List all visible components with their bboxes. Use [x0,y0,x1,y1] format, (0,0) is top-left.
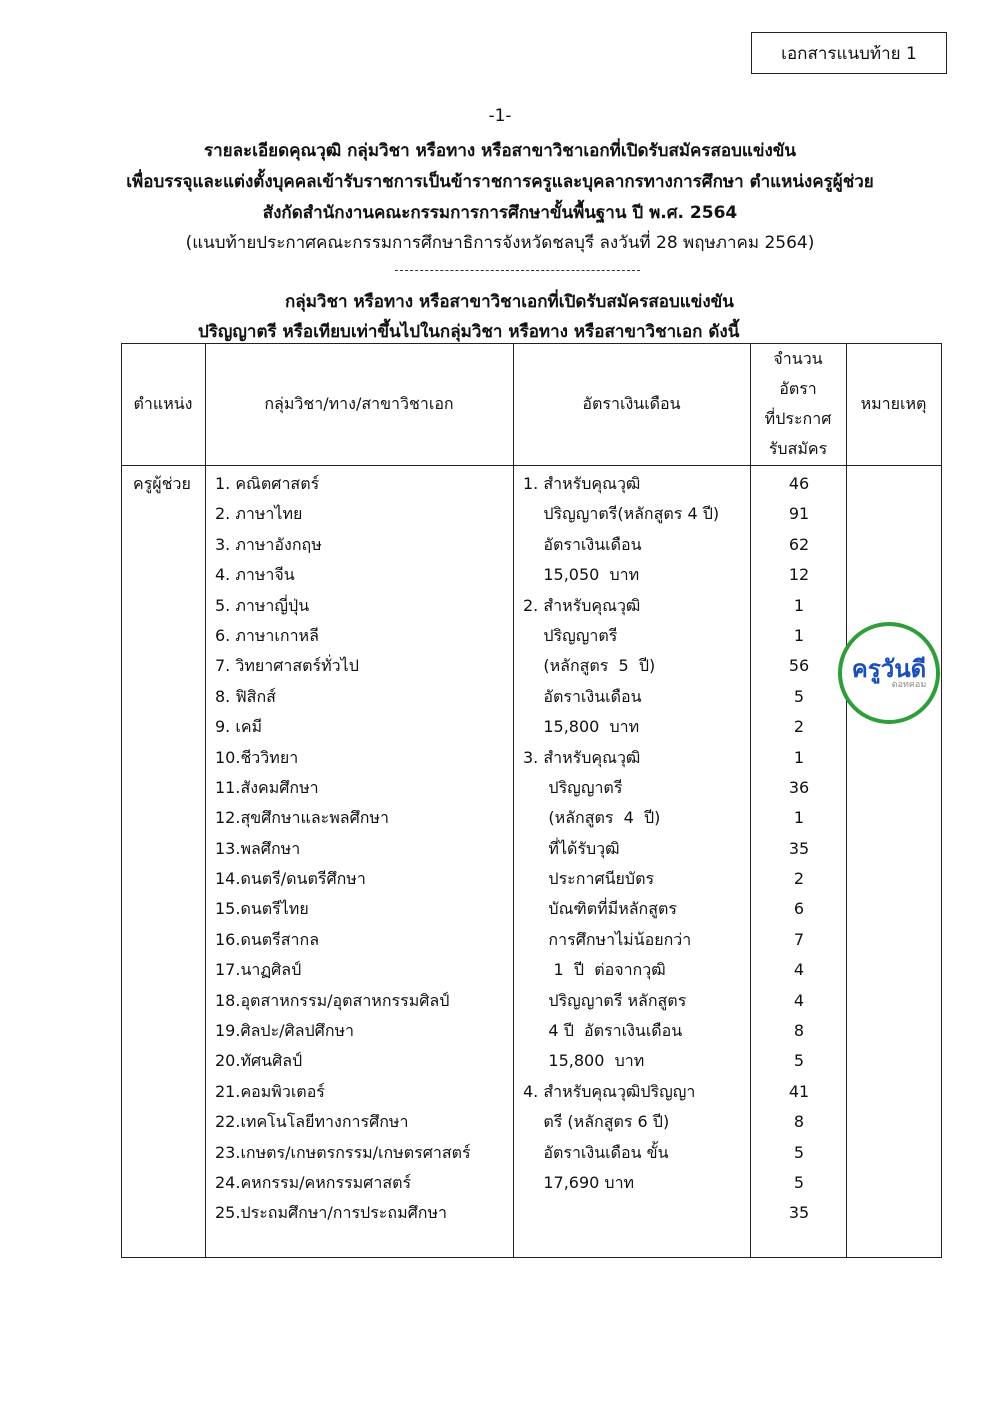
salary-line: (หลักสูตร 5 ปี) [523,656,656,676]
subject-item: 15.ดนตรีไทย [215,899,309,919]
salary-line: ประกาศนียบัตร [523,869,655,889]
attachment-label: เอกสารแนบท้าย 1 [781,43,917,64]
salary-line: 17,690 บาท [523,1172,635,1192]
salary-line: ปริญญาตรี(หลักสูตร 4 ปี) [523,504,720,524]
header-remark: หมายเหตุ [860,394,927,413]
subject-item: 12.สุขศึกษาและพลศึกษา [215,808,389,828]
heading-line-1: รายละเอียดคุณวุฒิ กลุ่มวิชา หรือทาง หรือสาขาวิชาเอกที่เปิดรับสมัครสอบแข่งขัน [203,141,797,161]
count-value: 7 [793,929,805,949]
salary-line: 15,800 บาท [523,1051,645,1071]
salary-line: ที่ได้รับวุฒิ [523,838,620,858]
subject-item: 8. ฟิสิกส์ [215,686,276,706]
salary-line: (หลักสูตร 4 ปี) [523,808,661,828]
subject-item: 24.คหกรรม/คหกรรมศาสตร์ [215,1172,412,1192]
salary-line: 1 ปี ต่อจากวุฒิ [523,960,666,980]
header-subject: กลุ่มวิชา/ทาง/สาขาวิชาเอก [264,394,454,413]
count-value: 1 [793,625,805,645]
header-count [750,343,846,465]
header-count-line-3: ที่ประกาศ [764,409,832,428]
count-value: 36 [788,777,810,797]
subject-item: 13.พลศึกษา [215,838,301,858]
subject-item: 5. ภาษาญี่ปุ่น [215,595,310,615]
subject-item: 1. คณิตศาสตร์ [215,474,320,493]
watermark-main-text: ครูวันดี [851,655,927,683]
count-value: 5 [793,1172,805,1192]
subject-item: 11.สังคมศึกษา [215,777,319,797]
section-title: กลุ่มวิชา หรือทาง หรือสาขาวิชาเอกที่เปิดรับสมัครสอบแข่งขัน [285,292,734,312]
subject-item: 19.ศิลปะ/ศิลปศึกษา [215,1021,355,1041]
subject-item: 17.นาฏศิลป์ [215,960,302,980]
subject-item: 3. ภาษาอังกฤษ [215,534,322,554]
count-value: 35 [788,1203,810,1223]
salary-line: การศึกษาไม่น้อยกว่า [523,929,692,949]
salary-line: 15,050 บาท [523,565,640,585]
subject-item: 14.ดนตรี/ดนตรีศึกษา [215,869,366,889]
attachment-label-box [751,32,947,74]
count-value: 8 [793,1021,805,1041]
count-value: 35 [788,838,810,858]
salary-line: 2. สำหรับคุณวุฒิ [523,595,641,615]
count-value: 46 [788,474,810,493]
salary-line: บัณฑิตที่มีหลักสูตร [523,899,677,919]
header-salary: อัตราเงินเดือน [582,394,681,413]
salary-line: ปริญญาตรี [523,625,618,645]
count-value: 5 [793,1051,805,1071]
header-count-line-2: อัตรา [779,379,817,398]
count-value: 1 [793,747,805,767]
count-value: 62 [788,534,810,554]
count-value: 56 [788,656,810,676]
salary-line: 1. สำหรับคุณวุฒิ [523,474,641,493]
header-count-line-1: จำนวน [773,349,823,368]
heading-line-4: (แนบท้ายประกาศคณะกรรมการศึกษาธิการจังหวัดชลบุรี ลงวันที่ 28 พฤษภาคม 2564) [185,233,815,253]
count-value: 2 [793,869,805,889]
salary-line: 3. สำหรับคุณวุฒิ [523,747,641,767]
subject-item: 2. ภาษาไทย [215,504,303,524]
subject-item: 21.คอมพิวเตอร์ [215,1081,325,1101]
subject-item: 9. เคมี [215,717,263,737]
subject-item: 23.เกษตร/เกษตรกรรม/เกษตรศาสตร์ [215,1142,471,1162]
watermark-sub-text: ดอทคอม [891,680,927,690]
vacancy-table [121,343,942,1258]
subject-list [215,469,471,1229]
salary-list [523,469,719,1198]
salary-line: ตรี (หลักสูตร 6 ปี) [523,1112,670,1132]
subject-item: 6. ภาษาเกาหลี [215,625,319,645]
subject-item: 18.อุตสาหกรรม/อุตสาหกรรมศิลป์ [215,990,450,1010]
salary-line: 15,800 บาท [523,717,640,737]
position-cell: ครูผู้ช่วย [133,474,191,493]
count-value: 4 [793,960,805,980]
subject-item: 4. ภาษาจีน [215,565,295,585]
count-value: 5 [793,1142,805,1162]
header-position: ตำแหน่ง [133,394,193,413]
salary-line: 4. สำหรับคุณวุฒิปริญญา [523,1081,696,1101]
count-list [751,469,847,1229]
page-number: -1- [488,106,512,126]
salary-line: ปริญญาตรี [523,777,623,797]
subject-item: 16.ดนตรีสากล [215,929,319,949]
salary-line: 4 ปี อัตราเงินเดือน [523,1021,683,1041]
salary-line: ปริญญาตรี หลักสูตร [523,990,687,1010]
watermark-stamp [838,622,940,724]
section-subtitle: ปริญญาตรี หรือเทียบเท่าขึ้นไปในกลุ่มวิชา หรือทาง หรือสาขาวิชาเอก ดังนี้ [198,322,740,342]
subject-item: 7. วิทยาศาสตร์ทั่วไป [215,656,359,676]
count-value: 8 [793,1112,805,1132]
count-value: 12 [788,565,810,585]
count-value: 1 [793,595,805,615]
count-value: 1 [793,808,805,828]
subject-item: 25.ประถมศึกษา/การประถมศึกษา [215,1203,448,1223]
subject-item: 10.ชีววิทยา [215,747,299,767]
heading-line-3: สังกัดสำนักงานคณะกรรมการการศึกษาขั้นพื้นฐาน ปี พ.ศ. 2564 [262,203,738,223]
header-count-line-4: รับสมัคร [768,439,828,458]
divider-line [395,270,640,271]
count-value: 2 [793,717,805,737]
count-value: 6 [793,899,805,919]
count-value: 91 [788,504,810,524]
subject-item: 20.ทัศนศิลป์ [215,1051,303,1071]
subject-item: 22.เทคโนโลยีทางการศึกษา [215,1112,409,1132]
salary-line: อัตราเงินเดือน ขั้น [523,1142,669,1162]
count-value: 5 [793,686,805,706]
count-value: 4 [793,990,805,1010]
heading-line-2: เพื่อบรรจุและแต่งตั้งบุคคลเข้ารับราชการเป็นข้าราชการครูและบุคลากรทางการศึกษา ตำแหน่งครูผู้ช่วย [126,172,874,192]
salary-line: อัตราเงินเดือน [523,686,642,706]
salary-line: อัตราเงินเดือน [523,534,642,554]
count-value: 41 [788,1081,810,1101]
